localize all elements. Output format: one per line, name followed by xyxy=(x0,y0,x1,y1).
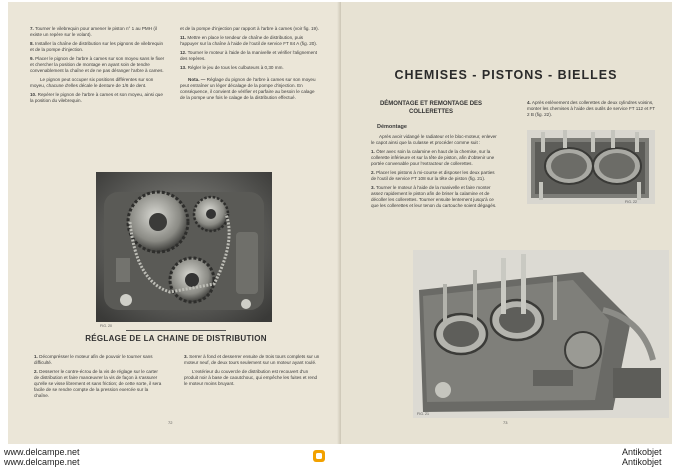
document-spread xyxy=(8,2,672,444)
step-13: 13. Régler le jeu de tous les culbuteurs à 0,30 mm. xyxy=(180,65,284,70)
section-title-chain: RÉGLAGE DE LA CHAINE DE DISTRIBUTION xyxy=(85,334,267,343)
fig-20-caption: FIG. 20 xyxy=(100,324,112,328)
right-page xyxy=(341,2,672,444)
bottom-col2-text xyxy=(184,354,320,390)
chain-step-2: 2. Desserrer le contre-écrou de la vis de réglage sur le carter de distribution et faire manœuvrer la vis de façon à s'assurer qu'elle se visse librement et sans friction; de cette sorte, il sera facile de se rendre compte de la pression exercée sur la chaîne. xyxy=(34,369,162,398)
step-11: 11. Mettre en place le tendeur de chaîne de distribution, puis l'appuyer sur la chaîne à l'aide de l'outil de service FT 84 A (fig. 20). xyxy=(180,35,318,46)
step-8: 8. Installer la chaîne de distribution sur les pignons de vilebrequin et de la pompe d'injection. xyxy=(30,41,164,52)
intro: Après avoir vidangé le radiateur et le bloc-moteur, enlever le capot ainsi que la culasse et procéder comme suit : xyxy=(371,134,497,145)
demontage-step-1: 1. Ôter avec soin la calamine en haut de la chemise, sur la collerette inférieure et sur la tête de piston, afin d'obtenir une portée convenable pour l'extracteur de collerettes. xyxy=(371,149,495,166)
page-number-left: 72 xyxy=(168,420,173,425)
demontage-heading: Démontage xyxy=(377,124,407,130)
left-col2-text xyxy=(180,26,320,104)
footer-right-name-1: Antikobjet xyxy=(622,447,662,457)
chain-note: L'extérieur du couvercle de distribution est recouvert d'un produit noir à base de caoutchouc, qui empêche les fuites et rend le moteur moins bruyant. xyxy=(184,369,318,386)
left-col1-text xyxy=(30,26,166,107)
right-col1-text xyxy=(371,134,497,212)
right-col2-text xyxy=(527,100,657,121)
step-10-cont: et de la pompe d'injection par rapport à l'arbre à cames (voir fig. 19). xyxy=(180,26,319,31)
sub-title: DÉMONTAGE ET REMONTAGE DES COLLERETTES xyxy=(379,101,483,115)
footer-left-url-2: www.delcampe.net xyxy=(4,457,80,467)
step-7: 7. Tourner le vilebrequin pour amener le piston n° 1 au PMH (il existe un repère sur le volant). xyxy=(30,26,157,37)
delcampe-logo xyxy=(312,448,368,464)
bottom-col1-text xyxy=(34,354,164,402)
step-9-note: Le pignon peut occuper six positions différentes sur son moyeu, chacune d'elles décale le denture de 1/6 de dent. xyxy=(30,77,154,88)
footer-left xyxy=(4,447,80,467)
footer-left-url-1: www.delcampe.net xyxy=(4,447,80,457)
footer-right-name-2: Antikobjet xyxy=(622,457,662,467)
nota: Nota. — Réglage du pignon de l'arbre à cames sur son moyeu peut entraîner un léger décalage de la pompe d'injection. En conséquence, il convient de vérifier et parfaire au besoin le calage de la pompe une fois le calage de la distribution effectué. xyxy=(180,77,316,100)
footer-right xyxy=(622,447,662,467)
step-9: 9. Placer le pignon de l'arbre à cames sur son moyeu sans le fixer et chercher la position de montage en ayant soin de tendre convenablement la chaîne et de ne pas déranger l'arbre à cames. xyxy=(30,56,165,73)
fig-21-caption: FIG. 21 xyxy=(417,412,429,416)
cylinder-sleeves-photo xyxy=(527,130,655,204)
timing-chain-photo xyxy=(96,172,272,322)
chain-step-3: 3. Serrer à fond et desserrer ensuite de trois tours complets sur un moteur neuf, de deux tours seulement sur un moteur ayant roulé. xyxy=(184,354,320,365)
section-rule-top xyxy=(126,330,226,331)
fig-22-caption: FIG. 22 xyxy=(625,200,637,204)
main-title: CHEMISES - PISTONS - BIELLES xyxy=(394,68,618,82)
engine-block-photo xyxy=(413,250,669,418)
demontage-step-2: 2. Placer les pistons à mi-course et disposer les deux parties de l'outil de service FT 108 sur la tête de piston (fig. 21). xyxy=(371,170,495,181)
left-page xyxy=(8,2,341,444)
demontage-step-4: 4. Après enlèvement des collerettes de deux cylindres voisins, monter les chemises à l'aide des outils de service FT 112 et FT 2 B (fig. 22). xyxy=(527,100,656,117)
demontage-step-3: 3. Tourner le moteur à l'aide de la manivelle et faire monter assez rapidement le piston afin de briser la calamine et de décoller les collerettes. Tourner ensuite lentement jusqu'à ce que les collerettes et leur tenon du cartouche soient dégagés. xyxy=(371,185,497,208)
page-number-right: 73 xyxy=(503,420,508,425)
step-12: 12. Tourner le moteur à l'aide de la manivelle et vérifier l'alignement des repères. xyxy=(180,50,318,61)
chain-step-1: 1. Décomprésser le moteur afin de pouvoir le tourner sans difficulté. xyxy=(34,354,153,365)
step-10: 10. Repérer le pignon de l'arbre à cames et son moyeu, ainsi que la position du vilebrequin. xyxy=(30,92,163,103)
